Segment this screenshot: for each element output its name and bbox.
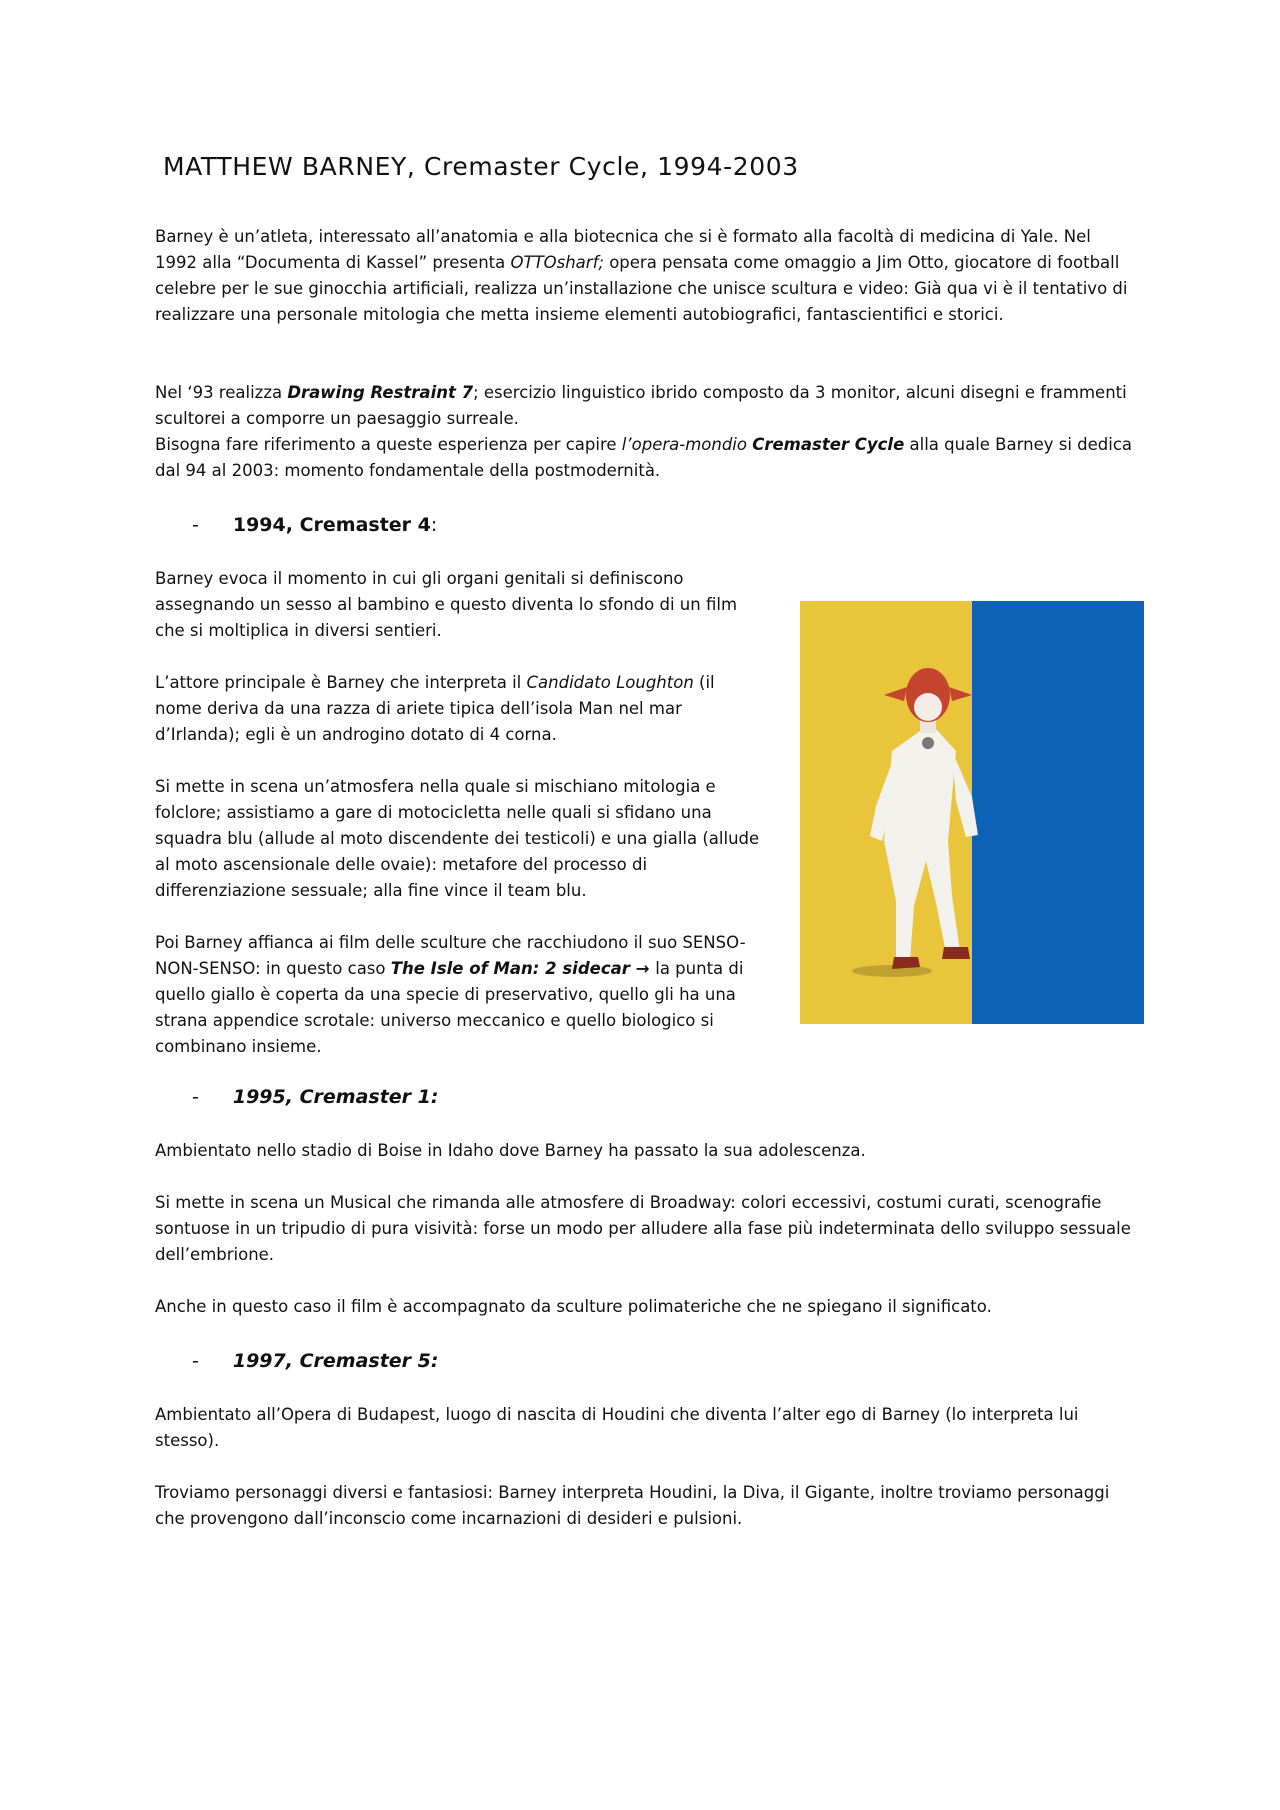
photo-illustration (800, 601, 1144, 1024)
section-name: , Cremaster 1 (285, 1086, 431, 1108)
text-run: Nel ‘93 realizza (155, 383, 288, 402)
section-heading-cremaster-1 (192, 1086, 439, 1108)
character-name: Candidato Loughton (526, 673, 694, 692)
brooch (922, 737, 934, 749)
section3-paragraph-2: Troviamo personaggi diversi e fantasiosi: Barney interpreta Houdini, la Diva, il Gigante, inoltre troviamo personaggi che provengono dall’inconscio come incarnazioni di desideri e pulsioni. (155, 1483, 1110, 1528)
text-run: (il nome deriva da una razza di ariete tipica dell’isola Man nel mar d’Irlanda); egli è un androgino dotato di 4 corna. (155, 673, 715, 744)
cremaster-4-photo (800, 601, 1144, 1024)
work-title-drawing-restraint: Drawing Restraint 7 (287, 383, 474, 402)
list-dash: - (192, 514, 199, 536)
work-title-cremaster-cycle: Cremaster Cycle (752, 435, 905, 454)
work-title-isle-of-man: The Isle of Man: 2 sidecar (390, 959, 630, 978)
section1-paragraph-2 (155, 670, 765, 748)
section2-paragraph-1: Ambientato nello stadio di Boise in Idaho dove Barney ha passato la sua adolescenza. (155, 1141, 866, 1160)
shadow (852, 965, 932, 977)
section-heading-cremaster-4 (192, 514, 437, 536)
text-run: Barney è un’atleta, interessato all’anatomia e alla biotecnica che si è formato alla facoltà di medicina di Yale. Nel 1992 alla “Documenta di Kassel” presenta (155, 227, 1091, 272)
page-title: MATTHEW BARNEY, Cremaster Cycle, 1994-2003 (163, 152, 799, 181)
left-shoe (892, 957, 920, 969)
section2-paragraph-2: Si mette in scena un Musical che rimanda alle atmosfere di Broadway: colori eccessivi, costumi curati, scenografie sontuose in un tripudio di pura visività: forse un modo per alludere alla fase più indeterminata dello sviluppo sessuale dell’embrione. (155, 1193, 1131, 1264)
italic-phrase: l’opera-mondio (621, 435, 747, 454)
intro-paragraph-2 (155, 380, 1135, 484)
section-year: 1994 (232, 514, 286, 536)
section-name: , Cremaster 5 (285, 1350, 431, 1372)
section1-paragraph-1: Barney evoca il momento in cui gli organi genitali si definiscono assegnando un sesso al bambino e questo diventa lo sfondo di un film che si moltiplica in diversi sentieri. (155, 569, 738, 640)
section-colon: : (430, 1086, 439, 1108)
text-run: opera pensata come omaggio a Jim Otto, giocatore di football celebre per le sue ginocchia artificiali, realizza un’installazione che unisce scultura e video: Già qua vi è il tentativo di realizzare una personale mitologia che metta insieme elementi autobiografici, fantascientifici e storici. (155, 253, 1128, 324)
arrow-icon: → (629, 959, 656, 978)
section1-paragraph-3: Si mette in scena un’atmosfera nella quale si mischiano mitologia e folclore; assistiamo a gare di motocicletta nelle quali si sfidano una squadra blu (allude al moto discendente dei testicoli) e una gialla (allude al moto ascensionale delle ovaie): metafore del processo di differenziazione sessuale; alla fine vince il team blu. (155, 777, 760, 900)
right-shoe (942, 947, 970, 959)
text-run: alla quale Barney si dedica dal 94 al 2003: momento fondamentale della postmodernità. (155, 435, 1133, 480)
section-colon: : (430, 1350, 439, 1372)
list-dash: - (192, 1350, 199, 1372)
blue-backdrop (972, 601, 1144, 1024)
text-run: L’attore principale è Barney che interpreta il (155, 673, 527, 692)
text-run: ; esercizio linguistico ibrido composto da 3 monitor, alcuni disegni e frammenti scultorei a comporre un paesaggio surreale. (155, 383, 1127, 428)
text-run: Poi Barney affianca ai film delle sculture che racchiudono il suo SENSO-NON-SENSO: in questo caso (155, 933, 746, 978)
section1-paragraph-4 (155, 930, 765, 1060)
work-title-ottosharf: OTTOsharf; (510, 253, 604, 272)
list-dash: - (192, 1086, 199, 1108)
section-colon: : (430, 514, 438, 536)
section-name: , Cremaster 4 (285, 514, 431, 536)
section2-paragraph-3: Anche in questo caso il film è accompagnato da sculture polimateriche che ne spiegano il significato. (155, 1297, 992, 1316)
text-run: Bisogna fare riferimento a queste esperienza per capire (155, 435, 622, 454)
text-run: la punta di quello giallo è coperta da una specie di preservativo, quello gli ha una strana appendice scrotale: universo meccanico e quello biologico si combinano insieme. (155, 959, 744, 1056)
section3-paragraph-1: Ambientato all’Opera di Budapest, luogo di nascita di Houdini che diventa l’alter ego di Barney (lo interpreta lui stesso). (155, 1405, 1079, 1450)
section-year: 1997 (232, 1350, 286, 1372)
section-year: 1995 (232, 1086, 286, 1108)
intro-paragraph-1 (155, 224, 1135, 328)
face (914, 693, 942, 721)
section-heading-cremaster-5 (192, 1350, 439, 1372)
